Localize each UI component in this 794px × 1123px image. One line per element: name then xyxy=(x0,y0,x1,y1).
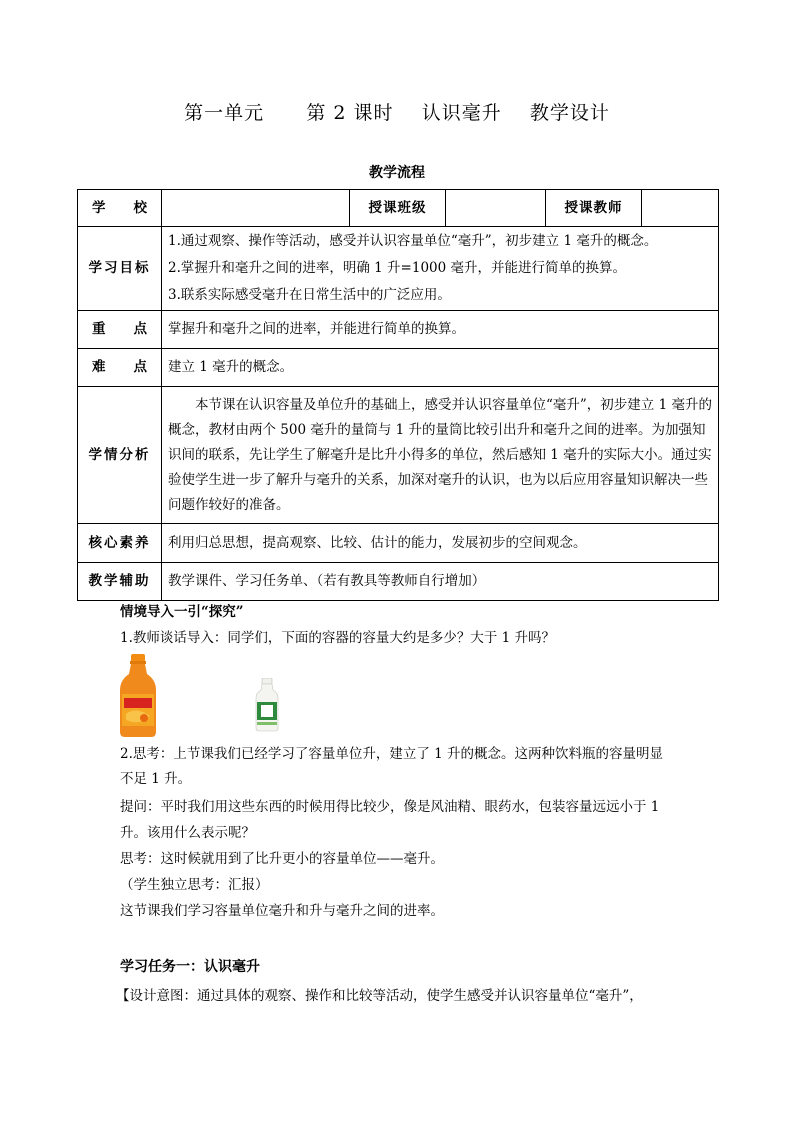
goals-cell xyxy=(162,227,719,311)
section-subtitle: 教学流程 xyxy=(369,165,425,181)
class-label: 授课班级 xyxy=(350,190,446,227)
table-row-school xyxy=(78,190,719,227)
document-title: 第一单元 第 2 课时 认识毫升 教学设计 xyxy=(184,102,610,124)
orange-bottle-image xyxy=(116,654,160,738)
aids-text: 教学课件、学习任务单、（若有教具等教师自行增加） xyxy=(162,563,719,601)
goal-item-3: 3.联系实际感受毫升在日常生活中的广泛应用。 xyxy=(168,287,451,303)
aids-label: 教学辅助 xyxy=(78,563,162,601)
goals-label: 学习目标 xyxy=(78,227,162,311)
school-value-cell xyxy=(162,190,350,227)
school-label-cell xyxy=(78,190,162,227)
teacher-label: 授课教师 xyxy=(546,190,642,227)
key-label-cell xyxy=(78,311,162,349)
question-1: 1.教师谈话导入：同学们，下面的容器的容量大约是多少？大于 1 升吗？ xyxy=(120,630,556,646)
table-row-difficulty xyxy=(78,349,719,387)
difficulty-label-cell xyxy=(78,349,162,387)
class-value-cell xyxy=(446,190,546,227)
table-row-literacy xyxy=(78,524,719,563)
question-2-line-2: 不足 1 升。 xyxy=(120,771,192,787)
intro-heading: 情境导入一引“探究” xyxy=(120,604,244,620)
question-2-line-1: 2.思考：上节课我们已经学习了容量单位升，建立了 1 升的概念。这两种饮料瓶的容量明显 xyxy=(120,746,664,762)
orange-juice-bottle-icon xyxy=(116,654,160,738)
design-intent: 【设计意图：通过具体的观察、操作和比较等活动，使学生感受并认识容量单位“毫升”， xyxy=(116,988,643,1004)
school-label-b: 校 xyxy=(133,199,147,216)
key-point-text: 掌握升和毫升之间的进率，并能进行简单的换算。 xyxy=(162,311,719,349)
analysis-text: 本节课在认识容量及单位升的基础上，感受并认识容量单位“毫升”，初步建立 1 毫升的概念，教材由两个 500 毫升的量筒与 1 升的量筒比较引出升和毫升之间的进率。为加强知识间的联系，先让学生了解毫升是比升小得多的单位，然后感知 1 毫升的实际大小。通过实验使学生进一步了解升与毫升的关系，加深对毫升的认识，也为以后应用容量知识解决一些问题作较好的准备。 xyxy=(162,387,719,524)
teacher-value-cell xyxy=(642,190,719,227)
lesson-line: 这节课我们学习容量单位毫升和升与毫升之间的进率。 xyxy=(120,903,444,919)
school-label-a: 学 xyxy=(92,199,106,216)
literacy-label: 核心素养 xyxy=(78,524,162,563)
table-row-goals xyxy=(78,227,719,311)
table-row-aids xyxy=(78,563,719,601)
key-label-b: 点 xyxy=(133,321,147,337)
analysis-label: 学情分析 xyxy=(78,387,162,524)
ask-line-2: 升。该用什么表示呢？ xyxy=(120,825,255,841)
difficulty-label-b: 点 xyxy=(133,359,147,375)
difficulty-text: 建立 1 毫升的概念。 xyxy=(162,349,719,387)
milk-bottle-image xyxy=(254,678,280,732)
goal-item-1: 1.通过观察、操作等活动，感受并认识容量单位“毫升”，初步建立 1 毫升的概念。 xyxy=(168,233,658,249)
task-1-heading: 学习任务一：认识毫升 xyxy=(120,959,260,975)
literacy-text: 利用归总思想，提高观察、比较、估计的能力，发展初步的空间观念。 xyxy=(162,524,719,563)
difficulty-label-a: 难 xyxy=(92,359,106,375)
milk-drink-bottle-icon xyxy=(254,678,280,732)
report-line: （学生独立思考：汇报） xyxy=(120,877,269,893)
table-row-key-point xyxy=(78,311,719,349)
table-row-analysis xyxy=(78,387,719,524)
think-line: 思考：这时候就用到了比升更小的容量单位——毫升。 xyxy=(120,851,444,867)
ask-line-1: 提问：平时我们用这些东西的时候用得比较少，像是风油精、眼药水，包装容量远远小于 1 xyxy=(120,799,660,815)
goal-item-2: 2.掌握升和毫升之间的进率，明确 1 升=1000 毫升，并能进行简单的换算。 xyxy=(168,260,627,276)
key-label-a: 重 xyxy=(92,321,106,337)
lesson-info-table xyxy=(77,189,719,601)
